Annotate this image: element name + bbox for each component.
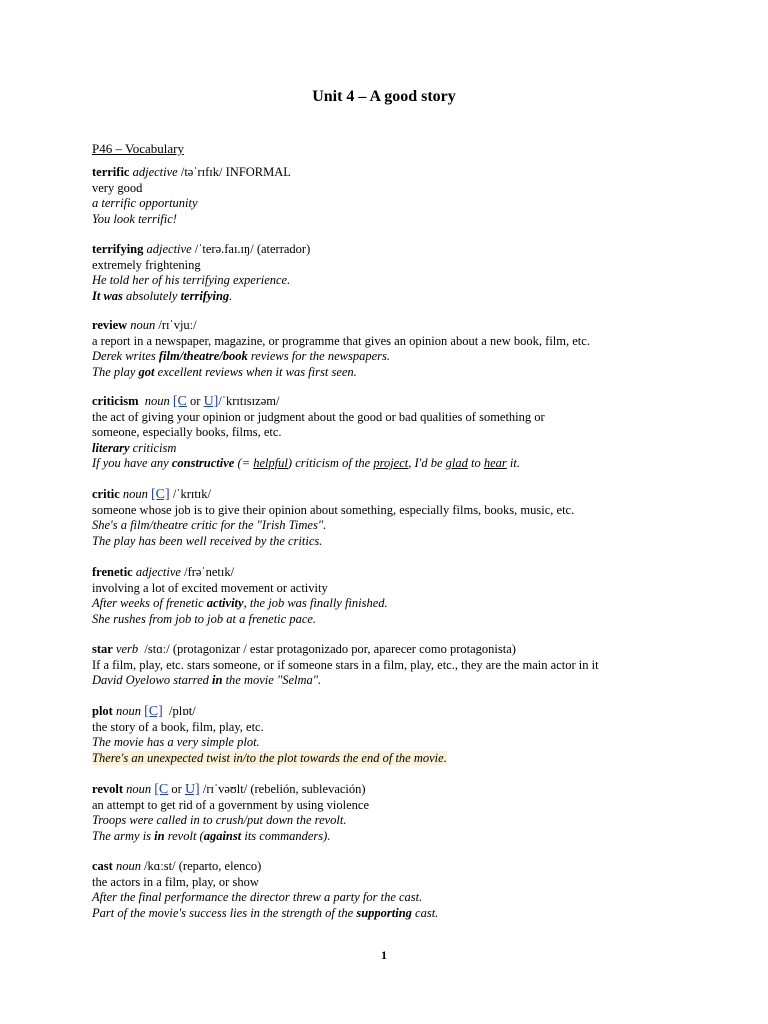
entry-critic <box>92 487 692 549</box>
entry-header <box>92 165 692 181</box>
word-link[interactable]: project <box>373 456 409 470</box>
headword: cast <box>92 859 113 873</box>
part-of-speech: verb <box>115 642 139 656</box>
grammar-link-countable[interactable]: [C <box>154 782 169 797</box>
part-of-speech: adjective <box>132 165 178 179</box>
example: Part of the movie's success lies in the strength of the supporting cast. <box>92 905 439 920</box>
pronunciation: /plɒt/ <box>169 704 196 718</box>
definition: someone whose job is to give their opinion about something, especially films, books, music, etc. <box>92 502 575 517</box>
pronunciation: /ˈterə.faɪ.ɪŋ/ <box>194 242 254 256</box>
pronunciation: /rɪˈvjuː/ <box>158 318 197 332</box>
headword: criticism <box>92 394 139 408</box>
part-of-speech: noun <box>122 487 148 501</box>
definition: very good <box>92 180 143 195</box>
section-heading: P46 – Vocabulary <box>92 141 184 156</box>
collocation: activity <box>206 596 244 610</box>
entry-criticism <box>92 394 692 472</box>
pronunciation: /ˈkrɪtɪk/ <box>172 487 212 501</box>
pronunciation: /ˈkrɪtɪsɪzəm/ <box>218 394 280 408</box>
part-of-speech: noun <box>126 782 152 796</box>
collocation: terrifying <box>180 288 230 303</box>
definition: the act of giving your opinion or judgment about the good or bad qualities of something or <box>92 409 545 424</box>
collocation: supporting <box>356 905 412 920</box>
collocation: film/theatre/book <box>158 349 248 363</box>
entry-header <box>92 487 692 503</box>
definition: extremely frightening <box>92 257 201 272</box>
entry-terrific <box>92 165 692 227</box>
example: After weeks of frenetic activity, the job was finally finished. <box>92 596 388 610</box>
entry-cast <box>92 859 692 921</box>
entry-header <box>92 242 692 258</box>
collocation: in <box>154 828 165 843</box>
translation: (aterrador) <box>256 242 311 256</box>
definition: the actors in a film, play, or show <box>92 874 259 889</box>
example: The army is in revolt (against its commanders). <box>92 828 331 843</box>
headword: revolt <box>92 782 124 796</box>
entry-header: revolt noun [C or U] /rɪˈvəʊlt/ (rebelión, sublevación) <box>92 782 366 797</box>
grammar-link-uncountable[interactable]: U] <box>184 782 200 797</box>
entry-header <box>92 859 692 875</box>
headword: review <box>92 318 128 332</box>
entry-header <box>92 642 692 658</box>
entry-review <box>92 318 692 380</box>
definition: an attempt to get rid of a government by using violence <box>92 797 370 812</box>
page-title: Unit 4 – A good story <box>312 88 456 105</box>
grammar-link-countable[interactable]: [C] <box>144 704 163 719</box>
part-of-speech: noun <box>115 704 141 718</box>
translation: (protagonizar / estar protagonizado por, aparecer como protagonista) <box>172 642 516 656</box>
definition: someone, especially books, films, etc. <box>92 425 282 439</box>
translation: (reparto, elenco) <box>178 859 262 873</box>
sub-sense: literary criticism <box>92 440 177 455</box>
pronunciation: /rɪˈvəʊlt/ <box>202 782 248 796</box>
entry-plot <box>92 704 692 766</box>
headword: terrific <box>92 165 130 179</box>
collocation: against <box>203 828 242 843</box>
entry-header <box>92 565 692 581</box>
example: You look terrific! <box>92 211 177 226</box>
definition: the story of a book, film, play, etc. <box>92 719 264 734</box>
pronunciation: /təˈrɪfɪk/ <box>180 165 223 179</box>
example: Troops were called in to crush/put down the revolt. <box>92 813 347 827</box>
example: Derek writes film/theatre/book reviews for the newspapers. <box>92 349 391 363</box>
example: He told her of his terrifying experience. <box>92 273 291 287</box>
example: It was absolutely terrifying. <box>92 288 233 303</box>
grammar-link-uncountable[interactable]: U] <box>203 394 219 409</box>
collocation: in <box>212 673 223 687</box>
example: After the final performance the director threw a party for the cast. <box>92 890 423 904</box>
page-number: 1 <box>381 948 387 962</box>
entry-frenetic <box>92 565 692 627</box>
example: The play got excellent reviews when it was first seen. <box>92 364 357 379</box>
example <box>92 751 692 767</box>
entry-star <box>92 642 692 689</box>
headword: frenetic <box>92 565 133 579</box>
pronunciation: /frəˈnetɪk/ <box>184 565 235 579</box>
pronunciation: /stɑː/ <box>144 642 170 656</box>
entry-header <box>92 704 692 720</box>
collocation: constructive <box>171 456 235 470</box>
translation: (rebelión, sublevación) <box>250 782 366 796</box>
example: a terrific opportunity <box>92 196 198 210</box>
word-link[interactable]: glad <box>445 456 468 470</box>
headword: plot <box>92 704 113 718</box>
grammar-link-countable[interactable]: [C] <box>151 487 170 502</box>
collocation: literary <box>92 440 130 455</box>
collocation: got <box>138 364 155 379</box>
word-link[interactable]: helpful <box>253 456 288 470</box>
word-link[interactable]: hear <box>483 456 507 470</box>
grammar-link-countable[interactable]: [C <box>172 394 187 409</box>
highlighted-example: There's an unexpected twist in/to the plot towards the end of the movie. <box>92 750 447 765</box>
entry-header <box>92 318 692 334</box>
example: She's a film/theatre critic for the "Irish Times". <box>92 518 327 532</box>
definition: a report in a newspaper, magazine, or programme that gives an opinion about a new book, film, etc. <box>92 333 590 348</box>
collocation: It was <box>92 288 123 303</box>
entry-terrifying <box>92 242 692 304</box>
example: The play has been well received by the critics. <box>92 533 323 548</box>
example: David Oyelowo starred in the movie "Selma". <box>92 673 322 687</box>
register-label: INFORMAL <box>225 165 291 179</box>
headword: critic <box>92 487 120 501</box>
entry-header: criticism noun [C or U]/ˈkrɪtɪsɪzəm/ <box>92 394 280 409</box>
definition: If a film, play, etc. stars someone, or if someone stars in a film, play, etc., they are the main actor in it <box>92 657 599 672</box>
part-of-speech: noun <box>130 318 156 332</box>
part-of-speech: noun <box>144 394 170 408</box>
part-of-speech: adjective <box>135 565 181 579</box>
example: The movie has a very simple plot. <box>92 735 260 749</box>
part-of-speech: adjective <box>146 242 192 256</box>
example: She rushes from job to job at a frenetic pace. <box>92 611 317 626</box>
entry-revolt <box>92 782 692 844</box>
pronunciation: /kɑːst/ <box>144 859 176 873</box>
example: If you have any constructive (= helpful) criticism of the project, I'd be glad to hear it. <box>92 456 520 470</box>
headword: terrifying <box>92 242 144 256</box>
part-of-speech: noun <box>115 859 141 873</box>
headword: star <box>92 642 113 656</box>
definition: involving a lot of excited movement or activity <box>92 580 328 595</box>
